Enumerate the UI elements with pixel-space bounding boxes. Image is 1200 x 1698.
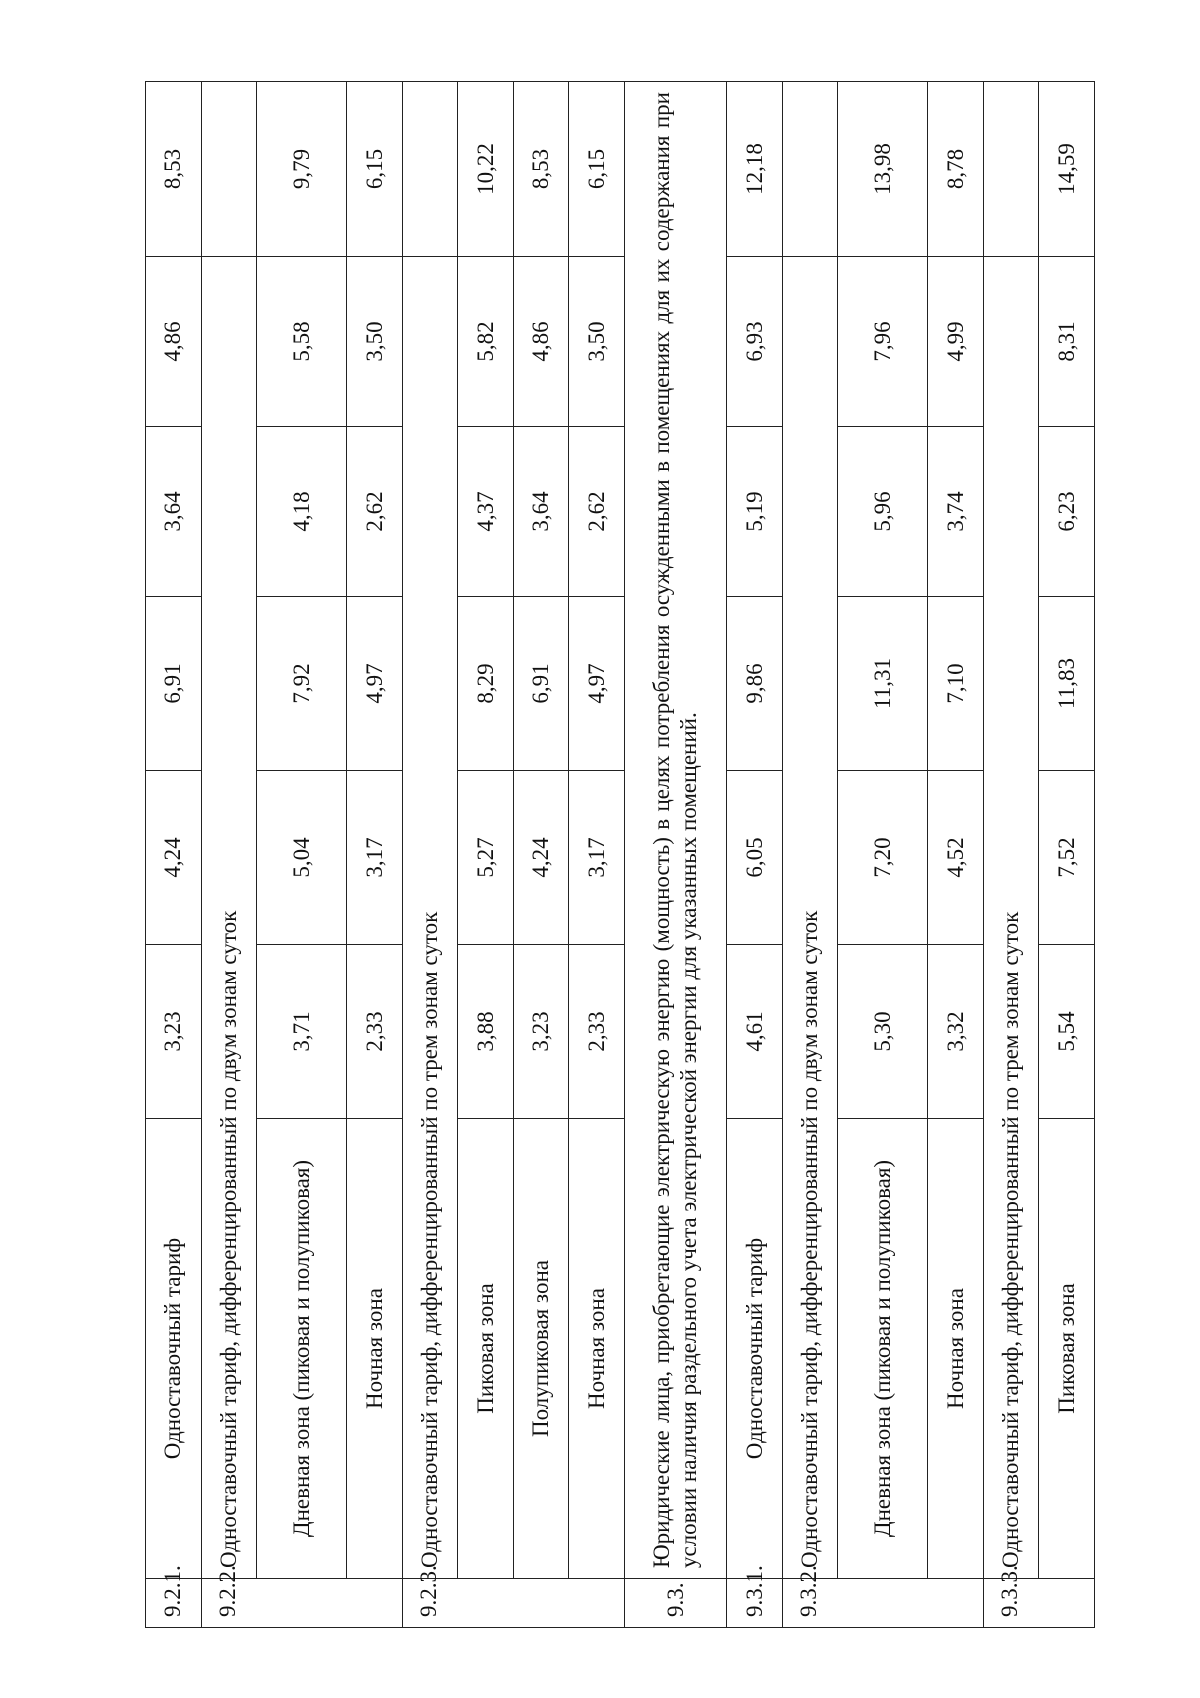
row-label: Пиковая зона <box>1039 1119 1095 1579</box>
row-label: Одноставочный тариф <box>727 1119 783 1579</box>
value-cell: 4,86 <box>513 257 569 427</box>
value-cell: 2,33 <box>347 945 403 1119</box>
value-cell: 3,32 <box>928 945 984 1119</box>
value-cell: 7,92 <box>257 597 347 771</box>
value-cell: 3,17 <box>347 771 403 945</box>
value-cell: 9,79 <box>257 82 347 257</box>
rotated-table-container <box>145 82 1095 1628</box>
value-cell: 5,19 <box>727 427 783 597</box>
value-cell: 5,30 <box>838 945 928 1119</box>
row-label: Дневная зона (пиковая и полупиковая) <box>257 1119 347 1579</box>
value-cell: 3,71 <box>257 945 347 1119</box>
table-row <box>1039 82 1095 1628</box>
row-number: 9.3. <box>624 1579 727 1628</box>
value-cell: 7,96 <box>838 257 928 427</box>
table-row <box>347 82 403 1628</box>
value-cell: 2,62 <box>347 427 403 597</box>
row-label: Ночная зона <box>347 1119 403 1579</box>
row-number: 9.3.1. <box>727 1579 783 1628</box>
value-cell: 6,91 <box>146 597 202 771</box>
row-label: Пиковая зона <box>458 1119 514 1579</box>
value-cell: 10,22 <box>458 82 514 257</box>
value-cell: 2,33 <box>569 945 625 1119</box>
value-cell: 9,86 <box>727 597 783 771</box>
row-number: 9.2.1. <box>146 1579 202 1628</box>
empty-cell <box>983 82 1039 257</box>
value-cell: 3,64 <box>146 427 202 597</box>
section-heading: Одноставочный тариф, дифференцированный по трем зонам суток <box>983 257 1039 1579</box>
value-cell: 3,64 <box>513 427 569 597</box>
table-row <box>402 82 458 1628</box>
value-cell: 4,24 <box>513 771 569 945</box>
table-row <box>201 82 257 1628</box>
row-label: Ночная зона <box>928 1119 984 1579</box>
value-cell: 3,17 <box>569 771 625 945</box>
value-cell: 3,23 <box>513 945 569 1119</box>
row-label: Дневная зона (пиковая и полупиковая) <box>838 1119 928 1579</box>
table-row <box>257 82 347 1628</box>
section-description: Юридические лица, приобретающие электрическую энергию (мощность) в целях потребления осужденными в помещениях для их содержания при условии наличия раздельного учета электрической энергии для указанных помещений. <box>624 82 727 1579</box>
table-row <box>146 82 202 1628</box>
value-cell: 5,58 <box>257 257 347 427</box>
table-row <box>983 82 1039 1628</box>
row-number: 9.2.3. <box>402 1579 624 1628</box>
value-cell: 7,52 <box>1039 771 1095 945</box>
value-cell: 3,88 <box>458 945 514 1119</box>
value-cell: 6,93 <box>727 257 783 427</box>
table-row <box>513 82 569 1628</box>
value-cell: 11,31 <box>838 597 928 771</box>
value-cell: 4,86 <box>146 257 202 427</box>
value-cell: 6,23 <box>1039 427 1095 597</box>
value-cell: 8,53 <box>146 82 202 257</box>
value-cell: 2,62 <box>569 427 625 597</box>
value-cell: 5,54 <box>1039 945 1095 1119</box>
table-row <box>782 82 838 1628</box>
row-number: 9.3.3. <box>983 1579 1094 1628</box>
value-cell: 5,04 <box>257 771 347 945</box>
table-row <box>838 82 928 1628</box>
value-cell: 8,29 <box>458 597 514 771</box>
value-cell: 6,15 <box>569 82 625 257</box>
row-number: 9.2.2. <box>201 1579 402 1628</box>
value-cell: 3,74 <box>928 427 984 597</box>
value-cell: 7,20 <box>838 771 928 945</box>
value-cell: 12,18 <box>727 82 783 257</box>
value-cell: 5,27 <box>458 771 514 945</box>
value-cell: 3,23 <box>146 945 202 1119</box>
table-row <box>458 82 514 1628</box>
value-cell: 13,98 <box>838 82 928 257</box>
value-cell: 8,53 <box>513 82 569 257</box>
value-cell: 4,37 <box>458 427 514 597</box>
value-cell: 4,18 <box>257 427 347 597</box>
value-cell: 5,96 <box>838 427 928 597</box>
value-cell: 8,78 <box>928 82 984 257</box>
value-cell: 6,05 <box>727 771 783 945</box>
value-cell: 4,61 <box>727 945 783 1119</box>
row-label: Одноставочный тариф <box>146 1119 202 1579</box>
value-cell: 4,24 <box>146 771 202 945</box>
section-heading: Одноставочный тариф, дифференцированный по двум зонам суток <box>201 257 257 1579</box>
tariff-table <box>145 81 1095 1628</box>
value-cell: 8,31 <box>1039 257 1095 427</box>
value-cell: 6,91 <box>513 597 569 771</box>
empty-cell <box>201 82 257 257</box>
value-cell: 5,82 <box>458 257 514 427</box>
value-cell: 3,50 <box>347 257 403 427</box>
section-heading: Одноставочный тариф, дифференцированный по двум зонам суток <box>782 257 838 1579</box>
row-number: 9.3.2. <box>782 1579 983 1628</box>
value-cell: 11,83 <box>1039 597 1095 771</box>
value-cell: 14,59 <box>1039 82 1095 257</box>
empty-cell <box>782 82 838 257</box>
table-row <box>928 82 984 1628</box>
value-cell: 4,99 <box>928 257 984 427</box>
section-heading: Одноставочный тариф, дифференцированный по трем зонам суток <box>402 257 458 1579</box>
value-cell: 4,97 <box>569 597 625 771</box>
empty-cell <box>402 82 458 257</box>
row-label: Ночная зона <box>569 1119 625 1579</box>
value-cell: 3,50 <box>569 257 625 427</box>
table-row <box>569 82 625 1628</box>
value-cell: 7,10 <box>928 597 984 771</box>
value-cell: 6,15 <box>347 82 403 257</box>
value-cell: 4,97 <box>347 597 403 771</box>
value-cell: 4,52 <box>928 771 984 945</box>
row-label: Полупиковая зона <box>513 1119 569 1579</box>
table-row <box>727 82 783 1628</box>
table-row <box>624 82 727 1628</box>
